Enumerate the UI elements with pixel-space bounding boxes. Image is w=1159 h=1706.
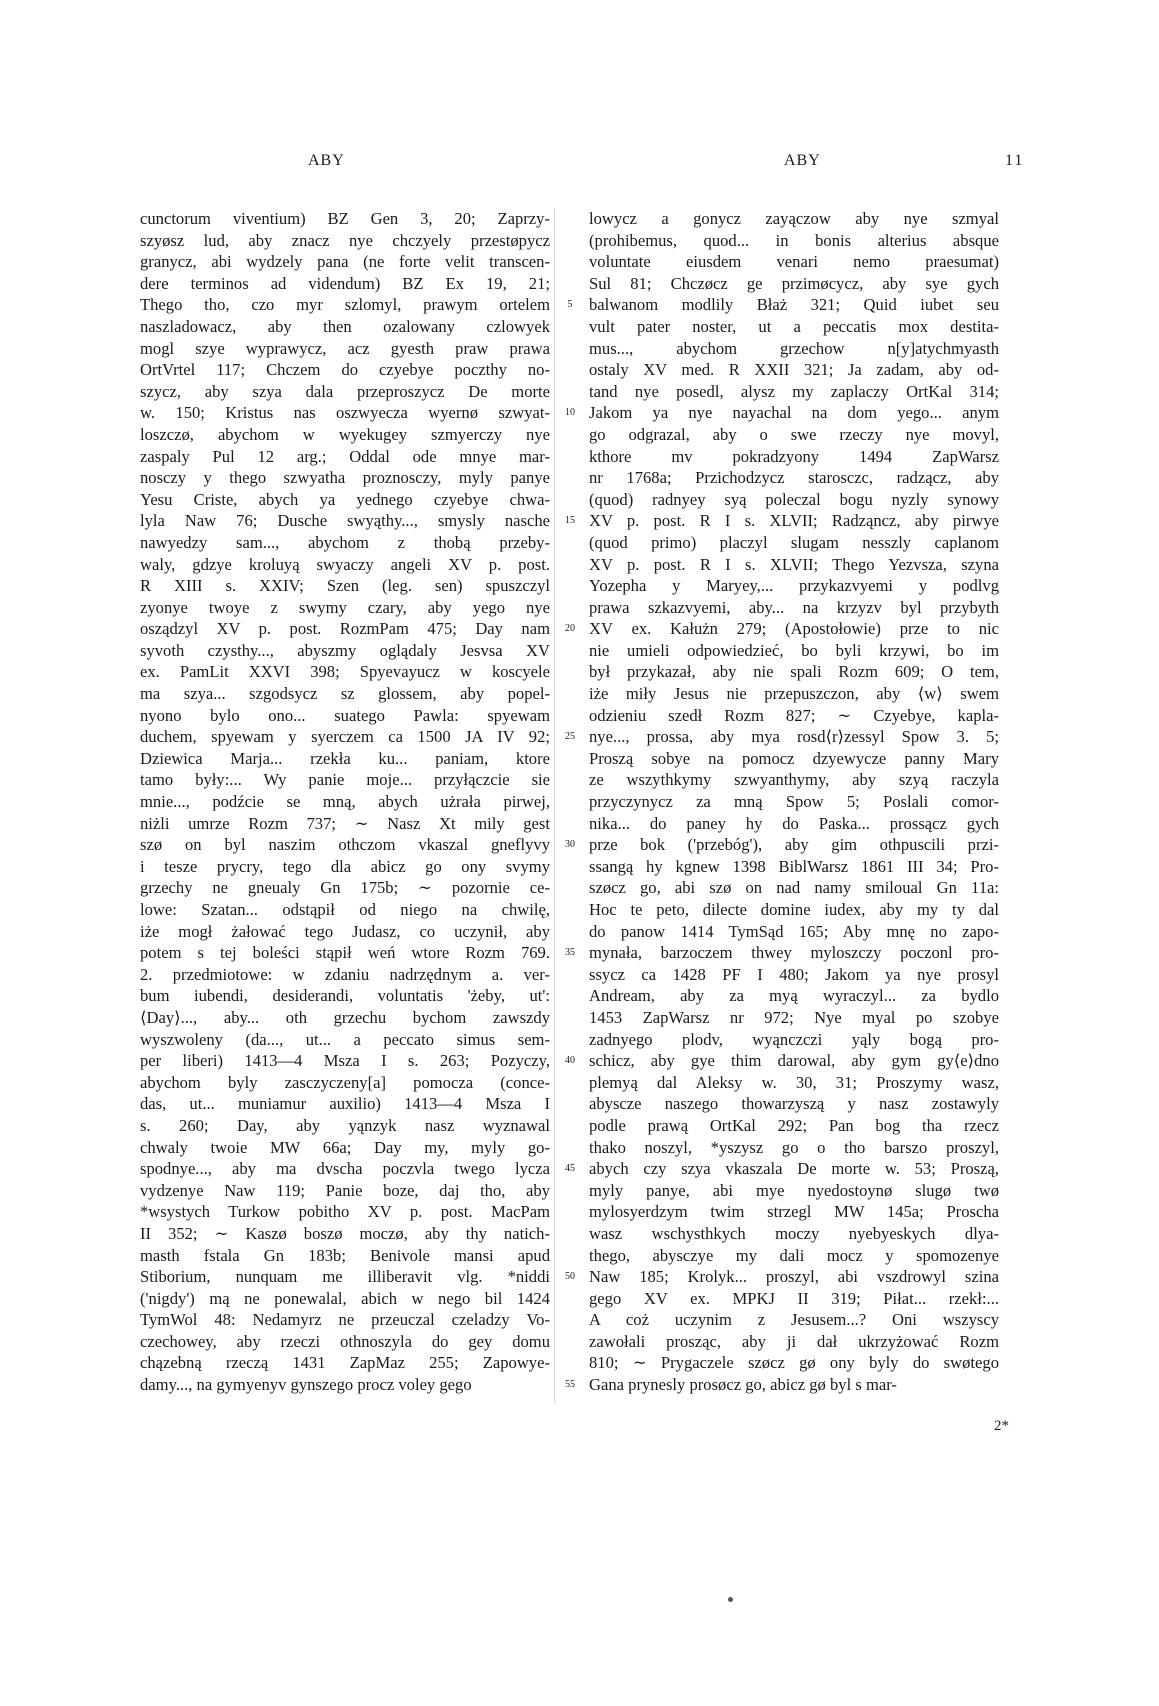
- text-line: czechowey, aby rzeczi othnoszyla do gey domu: [140, 1331, 550, 1351]
- text-line: do panow 1414 TymSąd 165; Aby mnę no zapo-: [589, 921, 999, 941]
- line-number: 20: [565, 623, 575, 635]
- text-line: Gana prynesly prosøcz go, abicz gø byl s mar-: [589, 1375, 897, 1395]
- text-line: wyszwoleny (da..., ut... a peccato simus sem-: [140, 1029, 550, 1049]
- text-line: 2. przedmiotowe: w zdaniu nadrzędnym a. ver-: [140, 964, 550, 984]
- text-line: nie umieli odpowiedzieć, bo byli krzywi, bo im: [589, 640, 999, 660]
- text-line: przyczynycz za mną Spow 5; Poslali comor-: [589, 792, 999, 812]
- line-number: 40: [565, 1055, 575, 1067]
- text-line: ma szya... szgodsycz sz glossem, aby popel-: [140, 684, 550, 704]
- text-line: damy..., na gymyenyv gynszego procz voley gego: [140, 1375, 472, 1395]
- text-line: mnie..., podźcie se mną, abych użrała pirwej,: [140, 792, 550, 812]
- text-line: kthore mv pokradzyony 1494 ZapWarsz: [589, 446, 999, 466]
- text-line: cunctorum viventium) BZ Gen 3, 20; Zaprzy-: [140, 209, 550, 228]
- text-line: R XIII s. XXIV; Szen (leg. sen) spuszczyl: [140, 576, 550, 596]
- text-line: Yesu Criste, abych ya yednego czyebye chwa-: [140, 489, 550, 509]
- signature-mark: 2*: [994, 1418, 1009, 1434]
- text-line: XV ex. Kałużn 279; (Apostołowie) prze to nic: [589, 619, 999, 639]
- text-line: iże mogł żałować tego Judasz, co uczynił, aby: [140, 921, 550, 941]
- text-line: Hoc te peto, dilecte domine iudex, aby my ty dal: [589, 900, 999, 919]
- text-line: s. 260; Day, aby yąnzyk nasz wyznawal: [140, 1115, 550, 1135]
- text-line: (prohibemus, quod... in bonis alterius absque: [589, 230, 999, 250]
- text-line: lowe: Szatan... odstąpił od niego na chwilę,: [140, 900, 550, 919]
- text-line: mogl szye wyprawycz, acz gyesth praw prawa: [140, 338, 550, 358]
- text-line: go odgrazal, aby o swe rzeczy nye movyl,: [589, 424, 999, 444]
- text-line: tand nye posedl, alysz my zaplaczy OrtKal 314;: [589, 381, 999, 401]
- text-line: niżli umrze Rozm 737; ∼ Nasz Xt mily gest: [140, 813, 550, 833]
- text-line: voluntate eiusdem venari nemo praesumat): [589, 252, 999, 272]
- text-line: vydzenye Naw 119; Panie boze, daj tho, aby: [140, 1180, 550, 1200]
- text-line: XV p. post. R I s. XLVII; Radząncz, aby pirwye: [589, 511, 999, 531]
- text-line: chwaly twoie MW 66a; Day my, myly go-: [140, 1137, 550, 1157]
- text-line: waly, gdzye kroluyą swyaczy angeli XV p. post.: [140, 554, 550, 574]
- text-line: Thego tho, czo myr szlomyl, prawym ortelem: [140, 295, 550, 315]
- text-line: plemyą dal Aleksy w. 30, 31; Proszymy wasz,: [589, 1072, 999, 1092]
- text-line: szø on byl naszim othczom vkaszal gneflyvy: [140, 835, 550, 855]
- header-right-title: ABY: [784, 152, 821, 169]
- text-line: naszladowacz, aby then ozalowany czlowyek: [140, 316, 550, 336]
- text-line: vult pater noster, ut a peccatis mox destita-: [589, 316, 999, 336]
- text-line: thako noszyl, *yszysz go o tho barszo proszyl,: [589, 1137, 999, 1157]
- text-line: potem s tej boleści stąpił weń wtore Rozm 769.: [140, 943, 550, 963]
- text-line: masth fstala Gn 183b; Benivole mansi apud: [140, 1245, 550, 1265]
- text-line: mynała, barzoczem thwey myloszczy poczonl pro-: [589, 943, 999, 963]
- text-line: OrtVrtel 117; Chczem do czyebye poczthy no-: [140, 360, 550, 380]
- text-line: Naw 185; Krolyk... proszyl, abi vszdrowyl szina: [589, 1267, 999, 1287]
- text-line: prze bok ('przebóg'), aby gim othpuscili przi-: [589, 835, 999, 855]
- text-line: gego XV ex. MPKJ II 319; Piłat... rzekł:...: [589, 1288, 999, 1308]
- text-line: Andream, aby za myą wyraczyl... za bydlo: [589, 986, 999, 1006]
- text-line: ('nigdy') mą ne ponewalal, abich w nego bil 1424: [140, 1288, 550, 1308]
- right-column: [589, 208, 999, 1396]
- text-line: ze wszythkymy szwyanthymy, aby szyą raczyla: [589, 770, 999, 790]
- text-line: abychom byly zasczyczeny[a] pomocza (conce-: [140, 1072, 550, 1092]
- text-line: grzechy ne gneualy Gn 175b; ∼ pozornie ce-: [140, 878, 550, 898]
- text-line: *wsystych Turkow pobitho XV p. post. MacPam: [140, 1202, 550, 1222]
- text-line: (quod primo) placzyl slugam nesszly caplanom: [589, 532, 999, 552]
- text-line: Yozepha y Maryey,... przykazvyemi y podlvg: [589, 576, 999, 596]
- text-line: loszczø, abychom w wyekugey szmyerczy nye: [140, 424, 550, 444]
- text-line: szyøsz lud, aby znacz nye chczyely przestøpycz: [140, 230, 550, 250]
- text-line: podle prawą OrtKal 292; Pan bog tha rzecz: [589, 1115, 999, 1135]
- text-line: mylosyerdzym twim strzegl MW 145a; Proscha: [589, 1202, 999, 1222]
- line-number: 25: [565, 731, 575, 743]
- text-line: granycz, abi wydzely pana (ne forte velit transcen-: [140, 252, 550, 272]
- decorative-dot: [728, 1597, 733, 1602]
- text-line: zaspaly Pul 12 arg.; Oddal ode mnye mar-: [140, 446, 550, 466]
- text-line: nr 1768a; Przichodzycz starosczc, radząсz, aby: [589, 468, 999, 488]
- text-line: nye..., prossa, aby mya rosd⟨r⟩zessyl Spow 3. 5;: [589, 727, 999, 747]
- text-line: Proszą sobye na pomocz dzyewycze panny Mary: [589, 748, 999, 768]
- text-line: bum iubendi, desiderandi, voluntatis 'żeby, ut':: [140, 986, 550, 1006]
- text-line: syvoth czysthy..., abyszmy oglądaly Jesvsa XV: [140, 640, 550, 660]
- text-line: szøcz go, abi szø on nad namy smiloual Gn 11a:: [589, 878, 999, 898]
- text-line: II 352; ∼ Kaszø boszø moczø, aby thy natich-: [140, 1223, 550, 1243]
- text-line: abych czy szya vkaszala De morte w. 53; Proszą,: [589, 1159, 999, 1179]
- text-line: (quod) radnyey syą poleczal bogu nyzly synowy: [589, 489, 999, 509]
- column-divider: [554, 208, 555, 1403]
- text-line: duchem, spyewam y syerczem ca 1500 JA IV 92;: [140, 727, 550, 747]
- line-number: 50: [565, 1271, 575, 1283]
- line-number: 45: [565, 1163, 575, 1175]
- text-line: nawyedzy sam..., abychom z thobą przeby-: [140, 532, 550, 552]
- text-line: ssangą hy kgnew 1398 BiblWarsz 1861 III 34; Pro-: [589, 856, 999, 876]
- text-line: balwanom modlily Błaż 321; Quid iubet seu: [589, 295, 999, 315]
- text-line: per liberi) 1413—4 Msza I s. 263; Pozyczy,: [140, 1051, 550, 1071]
- left-column: [140, 208, 550, 1396]
- text-line: Dziewica Marja... rzekła ku... paniam, ktore: [140, 748, 550, 768]
- text-line: zadnyego plodv, wyąnczczi yąly bogą pro-: [589, 1029, 999, 1049]
- text-line: tamo były:... Wy panie moje... przyłączcie sie: [140, 770, 550, 790]
- text-line: spodnye..., aby ma dvscha poczvla twego lycza: [140, 1159, 550, 1179]
- text-line: thego, abysczye my dali mocz y spomozenye: [589, 1245, 999, 1265]
- page-number: 11: [1005, 152, 1025, 169]
- line-number: 10: [565, 407, 575, 419]
- text-line: chązebną rzeczą 1431 ZapMaz 255; Zapowye-: [140, 1353, 550, 1373]
- text-line: XV p. post. R I s. XLVII; Thego Yezvsza, szyna: [589, 554, 999, 574]
- text-line: osządzyl XV p. post. RozmPam 475; Day nam: [140, 619, 550, 639]
- text-line: był przykazał, aby nie spali Rozm 609; O tem,: [589, 662, 999, 682]
- text-line: Sul 81; Chczøcz ge przimøcycz, aby sye gych: [589, 273, 999, 293]
- text-line: myly panye, abi mye nyedostoynø slugø twø: [589, 1180, 999, 1200]
- text-line: nika... do paney hy do Paska... prossącz gych: [589, 813, 999, 833]
- text-line: ssycz ca 1428 PF I 480; Jakom ya nye prosyl: [589, 964, 999, 984]
- text-line: abyscze naszego thowarzyszą y nasz zostawyly: [589, 1094, 999, 1114]
- text-line: lyla Naw 76; Dusche swyąthy..., smysly nasche: [140, 511, 550, 531]
- text-line: prawa szkazvyemi, aby... na krzyzv byl przybyth: [589, 597, 999, 617]
- text-line: mus..., abychom grzechow n[y]atychmyasth: [589, 338, 999, 358]
- text-line: A coż uczynim z Jesusem...? Oni wszyscy: [589, 1310, 999, 1330]
- text-line: 1453 ZapWarsz nr 972; Nye myal po szobye: [589, 1007, 999, 1027]
- text-line: szycz, aby szya dala przeproszycz De morte: [140, 381, 550, 401]
- line-number: 30: [565, 839, 575, 851]
- text-line: ostaly XV med. R XXII 321; Ja zadam, aby od-: [589, 360, 999, 380]
- text-line: Stiborium, nunquam me illiberavit vlg. *niddi: [140, 1267, 550, 1287]
- line-number: 5: [567, 299, 573, 311]
- text-line: w. 150; Kristus nas oszwyecza wyernø szwyat-: [140, 403, 550, 423]
- text-line: iże miły Jesus nie przepuszczon, aby ⟨w⟩ swem: [589, 684, 999, 704]
- text-line: 810; ∼ Prygaczele szøcz gø ony byly do swøtego: [589, 1353, 999, 1373]
- text-line: wasz wschysthkych moczy nyebyeskych dlya-: [589, 1223, 999, 1243]
- text-line: lowycz a gonycz zayączow aby nye szmyal: [589, 209, 999, 228]
- line-number: 55: [565, 1379, 575, 1391]
- text-line: ⟨Day⟩..., aby... oth grzechu bychom zawszdy: [140, 1007, 550, 1027]
- text-line: odzieniu szedł Rozm 827; ∼ Czyebye, kapla-: [589, 705, 999, 725]
- text-line: ex. PamLit XXVI 398; Spyevayucz w koscyele: [140, 662, 550, 682]
- text-line: dere terminos ad videndum) BZ Ex 19, 21;: [140, 273, 550, 293]
- text-line: zawołali prosząc, aby ji dał ukrzyżować Rozm: [589, 1331, 999, 1351]
- header-left-title: ABY: [308, 152, 345, 169]
- text-line: zyonye twoye z swymy czary, aby yego nye: [140, 597, 550, 617]
- text-line: TymWol 48: Nedamyrz ne przeuczal czeladzy Vo-: [140, 1310, 550, 1330]
- text-line: das, ut... muniamur auxilio) 1413—4 Msza I: [140, 1094, 550, 1114]
- text-line: nyono bylo ono... suatego Pawla: spyewam: [140, 705, 550, 725]
- text-line: Jakom ya nye nayachal na dom yego... anym: [589, 403, 999, 423]
- text-line: schicz, aby gye thim darowal, aby gym gy⟨e⟩dno: [589, 1051, 999, 1071]
- text-line: i tesze prycry, tego dla abicz go ony svymy: [140, 856, 550, 876]
- line-number: 35: [565, 947, 575, 959]
- line-number: 15: [565, 515, 575, 527]
- text-line: nosczy y thego szwyatha proznosczy, myly panye: [140, 468, 550, 488]
